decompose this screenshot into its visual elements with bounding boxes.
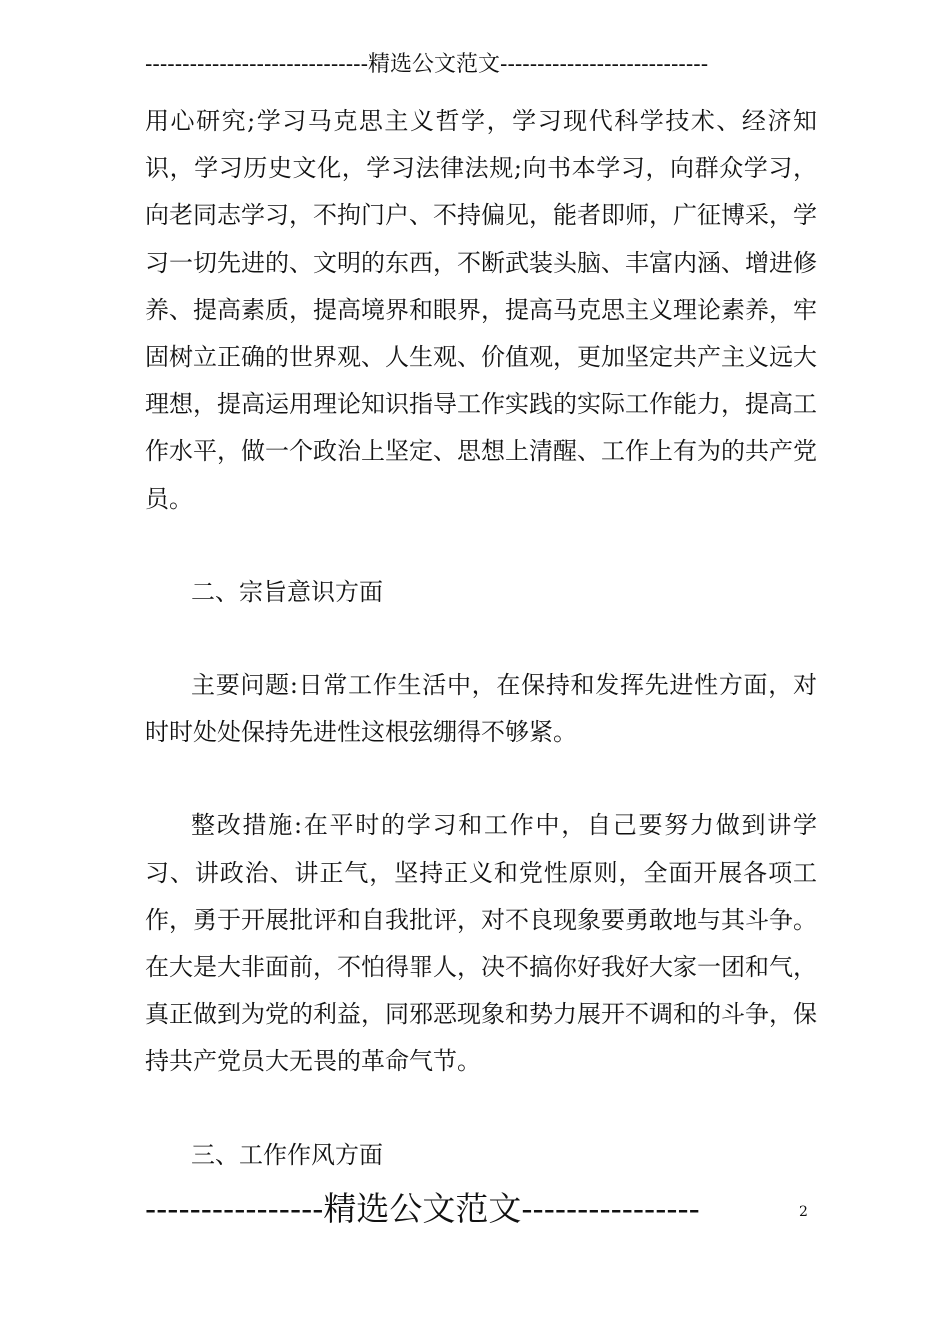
page-number: 2 (799, 1204, 808, 1220)
paragraph-spacer (145, 756, 817, 802)
problem-paragraph: 主要问题:日常工作生活中，在保持和发挥先进性方面，对时时处处保持先进性这根弦绷得不够紧。 (145, 671, 817, 747)
paragraph-spacer (145, 523, 817, 569)
page-footer: ----------------精选公文范文---------------- (145, 1189, 700, 1228)
document-body (145, 98, 817, 1179)
body-paragraph: 用心研究;学习马克思主义哲学，学习现代科学技术、经济知识，学习历史文化，学习法律法规;向书本学习，向群众学习，向老同志学习，不拘门户、不持偏见，能者即师，广征博采，学习一切先进的、文明的东西，不断武装头脑、丰富内涵、增进修养、提高素质，提高境界和眼界，提高马克思主义理论素养，牢固树立正确的世界观、人生观、价值观，更加坚定共产主义远大理想，提高运用理论知识指导工作实践的实际工作能力，提高工作水平，做一个政治上坚定、思想上清醒、工作上有为的共产党员。 (145, 107, 817, 513)
paragraph-spacer (145, 1086, 817, 1132)
page-header: ------------------------------精选公文范文---------------------------- (145, 52, 709, 77)
paragraph-spacer (145, 616, 817, 662)
measures-paragraph: 整改措施:在平时的学习和工作中，自己要努力做到讲学习、讲政治、讲正气，坚持正义和党性原则，全面开展各项工作，勇于开展批评和自我批评，对不良现象要勇敢地与其斗争。在大是大非面前，不怕得罪人，决不搞你好我好大家一团和气，真正做到为党的利益，同邪恶现象和势力展开不调和的斗争，保持共产党员大无畏的革命气节。 (145, 811, 817, 1076)
section-heading: 二、宗旨意识方面 (191, 577, 383, 606)
section-heading: 三、工作作风方面 (191, 1140, 383, 1169)
